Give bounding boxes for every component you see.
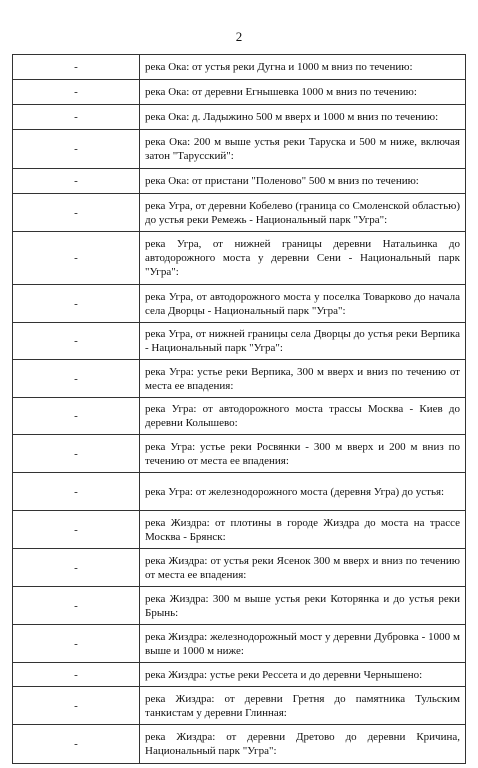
row-description-cell (140, 285, 466, 323)
row-description-text: река Угра: устье реки Росвянки - 300 м вверх и 200 м вниз по течению от места ее впадения: (145, 440, 460, 467)
row-description-text: река Угра, от автодорожного моста у поселка Товарково до начала села Дворцы - Национальный парк "Угра": (145, 290, 460, 317)
table-row (13, 511, 466, 549)
row-description-cell (140, 725, 466, 764)
row-description-text: река Угра, от деревни Кобелево (граница со Смоленской областью) до устья реки Ремежь - Национальный парк "Угра": (145, 199, 460, 226)
row-description-text: река Угра, от нижней границы деревни Натальинка до автодорожного моста у деревни Сени - Национальный парк "Угра": (145, 238, 460, 278)
row-dash-cell: - (13, 687, 140, 725)
row-description-cell (140, 398, 466, 435)
row-dash-cell: - (13, 360, 140, 398)
table-row (13, 130, 466, 169)
page-number: 2 (235, 29, 243, 44)
row-description-text: река Жиздра: железнодорожный мост у деревни Дубровка - 1000 м выше и 1000 м ниже: (145, 630, 460, 657)
table-row (13, 80, 466, 105)
row-description-cell (140, 232, 466, 285)
row-description-text: река Жиздра: от устья реки Ясенок 300 м вверх и вниз по течению от места ее впадения: (145, 554, 460, 581)
table-row (13, 360, 466, 398)
row-description-cell (140, 105, 466, 130)
table-row (13, 398, 466, 435)
row-dash-cell: - (13, 473, 140, 511)
rivers-table-body (13, 55, 466, 764)
row-description-text: река Ока: д. Ладыжино 500 м вверх и 1000 м вниз по течению: (145, 111, 439, 123)
row-description-cell (140, 169, 466, 194)
row-description-cell (140, 687, 466, 725)
table-row (13, 285, 466, 323)
row-description-cell (140, 473, 466, 511)
row-description-cell (140, 360, 466, 398)
row-description-cell (140, 587, 466, 625)
row-description-text: река Жиздра: от деревни Гретня до памятника Тульским танкистам у деревни Глинная: (145, 692, 460, 719)
row-description-text: река Угра: устье реки Вepпика, 300 м вверх и вниз по течению от места ее впадения: (145, 365, 460, 392)
row-dash-cell: - (13, 587, 140, 625)
row-description-text: река Жиздра: от деревни Дретово до деревни Кричина, Национальный парк "Угра": (145, 731, 460, 757)
row-description-cell (140, 55, 466, 80)
table-row (13, 663, 466, 687)
row-dash-cell: - (13, 549, 140, 587)
row-description-cell (140, 435, 466, 473)
row-description-cell (140, 663, 466, 687)
table-row (13, 55, 466, 80)
row-dash-cell: - (13, 55, 140, 80)
row-dash-cell: - (13, 80, 140, 105)
row-description-text: река Ока: от пристани "Поленово" 500 м вниз по течению: (145, 175, 419, 187)
row-dash-cell: - (13, 105, 140, 130)
table-row (13, 687, 466, 725)
row-dash-cell: - (13, 130, 140, 169)
table-row (13, 194, 466, 232)
table-row (13, 549, 466, 587)
row-description-cell (140, 625, 466, 663)
row-description-text: река Жиздра: 300 м выше устья реки Которянка и до устья реки Брынь: (145, 592, 460, 619)
row-description-cell (140, 549, 466, 587)
table-row (13, 169, 466, 194)
table-row (13, 435, 466, 473)
table-row (13, 473, 466, 511)
row-dash-cell: - (13, 625, 140, 663)
row-description-cell (140, 80, 466, 105)
rivers-table (12, 54, 466, 764)
row-description-cell (140, 511, 466, 549)
row-dash-cell: - (13, 232, 140, 285)
row-description-text: река Ока: 200 м выше устья реки Таруска и 500 м ниже, включая затон "Тарусский": (145, 136, 460, 162)
row-dash-cell: - (13, 169, 140, 194)
row-description-text: река Угра, от нижней границы села Дворцы до устья реки Вepпика - Национальный парк "Угра": (145, 328, 460, 354)
row-description-text: река Ока: от деревни Егнышевка 1000 м вниз по течению: (145, 86, 417, 98)
row-dash-cell: - (13, 398, 140, 435)
row-description-text: река Жиздра: устье реки Рессета и до деревни Чернышено: (145, 668, 423, 681)
row-description-text: река Жиздра: от плотины в городе Жиздра до моста на трассе Москва - Брянск: (145, 516, 460, 543)
row-description-cell (140, 194, 466, 232)
table-row (13, 625, 466, 663)
table-row (13, 232, 466, 285)
row-description-cell (140, 130, 466, 169)
table-row (13, 105, 466, 130)
table-row (13, 323, 466, 360)
row-description-text: река Ока: от устья реки Дугна и 1000 м вниз по течению: (145, 61, 413, 73)
table-row (13, 725, 466, 764)
row-dash-cell: - (13, 511, 140, 549)
row-description-text: река Угра: от автодорожного моста трассы Москва - Киев до деревни Колышево: (145, 403, 460, 429)
row-description-text: река Угра: от железнодорожного моста (деревня Угра) до устья: (145, 485, 445, 498)
row-dash-cell: - (13, 194, 140, 232)
row-dash-cell: - (13, 435, 140, 473)
table-row (13, 587, 466, 625)
row-dash-cell: - (13, 725, 140, 764)
row-dash-cell: - (13, 663, 140, 687)
row-dash-cell: - (13, 285, 140, 323)
row-dash-cell: - (13, 323, 140, 360)
row-description-cell (140, 323, 466, 360)
